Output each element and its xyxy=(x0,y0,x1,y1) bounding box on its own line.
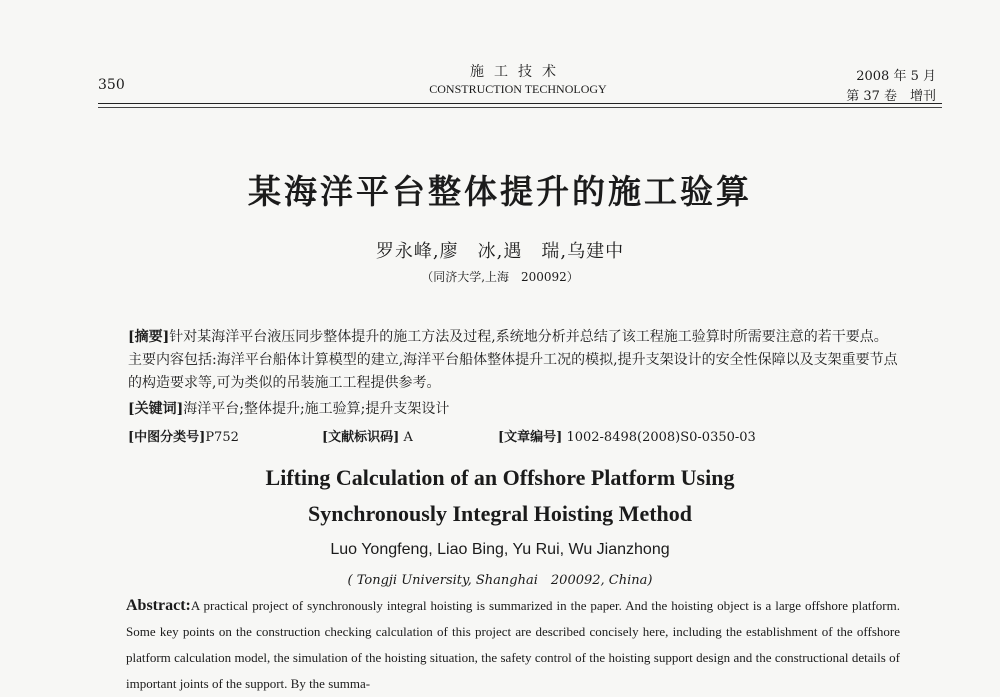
keywords-cn xyxy=(128,398,900,420)
authors-cn: 罗永峰,廖 冰,遇 瑞,乌建中 xyxy=(375,241,625,262)
article-no-label: [文章编号] xyxy=(498,430,563,445)
abstract-en-label: Abstract: xyxy=(126,597,191,614)
abstract-cn-text: 针对某海洋平台液压同步整体提升的施工方法及过程,系统地分析并总结了该工程施工验算时所需要注意的若干要点。主要内容包括:海洋平台船体计算模型的建立,海洋平台船体整体提升工况的模拟,提升支架设计的安全性保障以及支架重要节点的构造要求等,可为类似的吊装施工工程提供参考。 xyxy=(128,329,898,391)
title-en-line1: Lifting Calculation of an Offshore Platform Using xyxy=(265,465,735,490)
journal-name-cn: 施工技术 xyxy=(470,64,566,80)
keywords-cn-label: [关键词] xyxy=(128,401,184,417)
abstract-cn-label: [摘要] xyxy=(128,329,170,345)
clc-value: P752 xyxy=(205,430,239,445)
header-rule-thin xyxy=(98,107,942,108)
article-no-value: 1002-8498(2008)S0-0350-03 xyxy=(566,430,756,445)
doc-code-label: [文献标识码] xyxy=(322,430,400,445)
article-number xyxy=(498,426,756,445)
abstract-en xyxy=(126,593,900,697)
authors-en: Luo Yongfeng, Liao Bing, Yu Rui, Wu Jianzhong xyxy=(330,541,670,558)
affiliation-en: ( Tongji University, Shanghai 200092, China) xyxy=(347,573,653,588)
keywords-cn-text: 海洋平台;整体提升;施工验算;提升支架设计 xyxy=(183,401,450,417)
clc-number xyxy=(128,426,239,445)
title-en-line2: Synchronously Integral Hoisting Method xyxy=(307,501,693,526)
abstract-en-text: A practical project of synchronously integral hoisting is summarized in the paper. And the hoisting object is a large offshore platform. Some key points on the construction checking calculation of this project are described concisely here, including the establishment of the offshore platform calculation model, the simulation of the hoisting situation, the safety control of the hoisting support design and the constructional details of important joints of the support. By the summa- xyxy=(126,598,900,691)
abstract-cn xyxy=(128,326,900,395)
clc-label: [中图分类号] xyxy=(128,430,206,445)
issue-date: 2008 年 5 月 xyxy=(856,69,936,84)
page-number: 350 xyxy=(98,77,125,93)
document-code xyxy=(322,426,413,445)
header-rule-thick xyxy=(98,103,942,104)
issue-info xyxy=(846,67,936,107)
journal-header xyxy=(398,64,638,98)
journal-name-en: CONSTRUCTION TECHNOLOGY xyxy=(429,82,607,96)
affiliation-cn: （同济大学,上海 200092） xyxy=(421,270,579,284)
issue-volume: 第 37 卷 增刊 xyxy=(846,89,936,104)
doc-code-value: A xyxy=(403,430,413,445)
title-cn: 某海洋平台整体提升的施工验算 xyxy=(248,172,752,211)
title-en xyxy=(0,460,1000,532)
